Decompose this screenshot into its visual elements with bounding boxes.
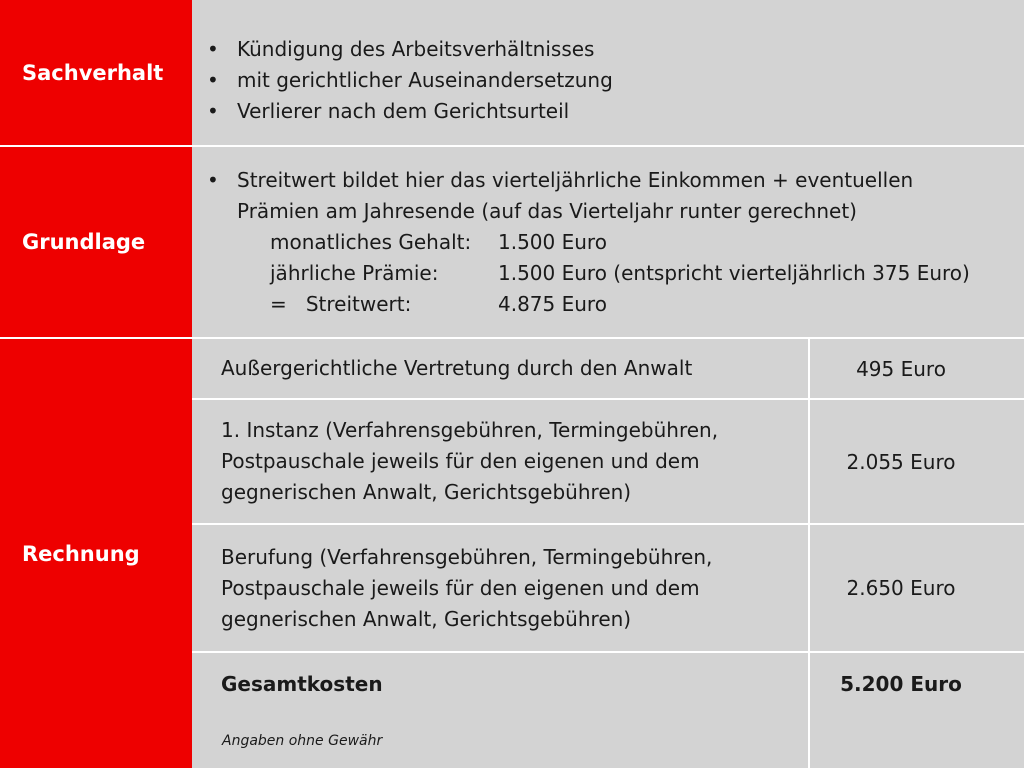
list-item: • Kündigung des Arbeitsverhältnisses (205, 34, 613, 65)
disclaimer-note: Angaben ohne Gewähr (222, 733, 383, 749)
grundlage-bullet-line1: Streitwert bildet hier das vierteljährliche Einkommen + eventuellen (237, 168, 914, 192)
cost-item-amount: 495 Euro (856, 356, 946, 381)
cost-item-amount: 2.055 Euro (846, 449, 956, 474)
calc-key: jährliche Prämie: (270, 261, 439, 285)
calc-key: monatliches Gehalt: (270, 230, 472, 254)
total-label: Gesamtkosten (221, 671, 383, 696)
cost-item-description: Außergerichtliche Vertretung durch den Anwalt (221, 356, 693, 380)
list-item: • mit gerichtlicher Auseinandersetzung (205, 65, 613, 96)
row-label-rechnung (0, 339, 192, 768)
row-label-sachverhalt (0, 0, 192, 145)
calc-value: 4.875 Euro (498, 292, 607, 316)
rechnung-label: Rechnung (22, 541, 140, 566)
sachverhalt-label: Sachverhalt (22, 60, 164, 85)
list-item (205, 165, 913, 227)
list-item: • Verlierer nach dem Gerichtsurteil (205, 96, 613, 127)
cost-item-amount: 2.650 Euro (846, 576, 956, 600)
table-divider (192, 651, 1024, 653)
grundlage-bullet-list (205, 165, 913, 227)
sachverhalt-bullet-list (205, 34, 613, 127)
calc-value: 1.500 Euro (498, 230, 607, 254)
cost-item-description: Berufung (Verfahrensgebühren, Termingebühren, Postpauschale jeweils für den eigenen und dem gegnerischen Anwalt, Gerichtsgebühren) (221, 544, 713, 631)
total-amount: 5.200 Euro (840, 672, 962, 696)
calc-key: = Streitwert: (270, 292, 412, 316)
calc-value: 1.500 Euro (entspricht vierteljährlich 375 Euro) (498, 261, 970, 285)
cost-item-description: 1. Instanz (Verfahrensgebühren, Termingebühren, Postpauschale jeweils für den eigenen und dem gegnerischen Anwalt, Gerichtsgebühren) (221, 418, 719, 504)
grundlage-bullet-line2: Prämien am Jahresende (auf das Vierteljahr runter gerechnet) (237, 199, 857, 223)
row-label-grundlage (0, 147, 192, 337)
row-divider (0, 145, 1024, 147)
grundlage-label: Grundlage (22, 230, 146, 254)
